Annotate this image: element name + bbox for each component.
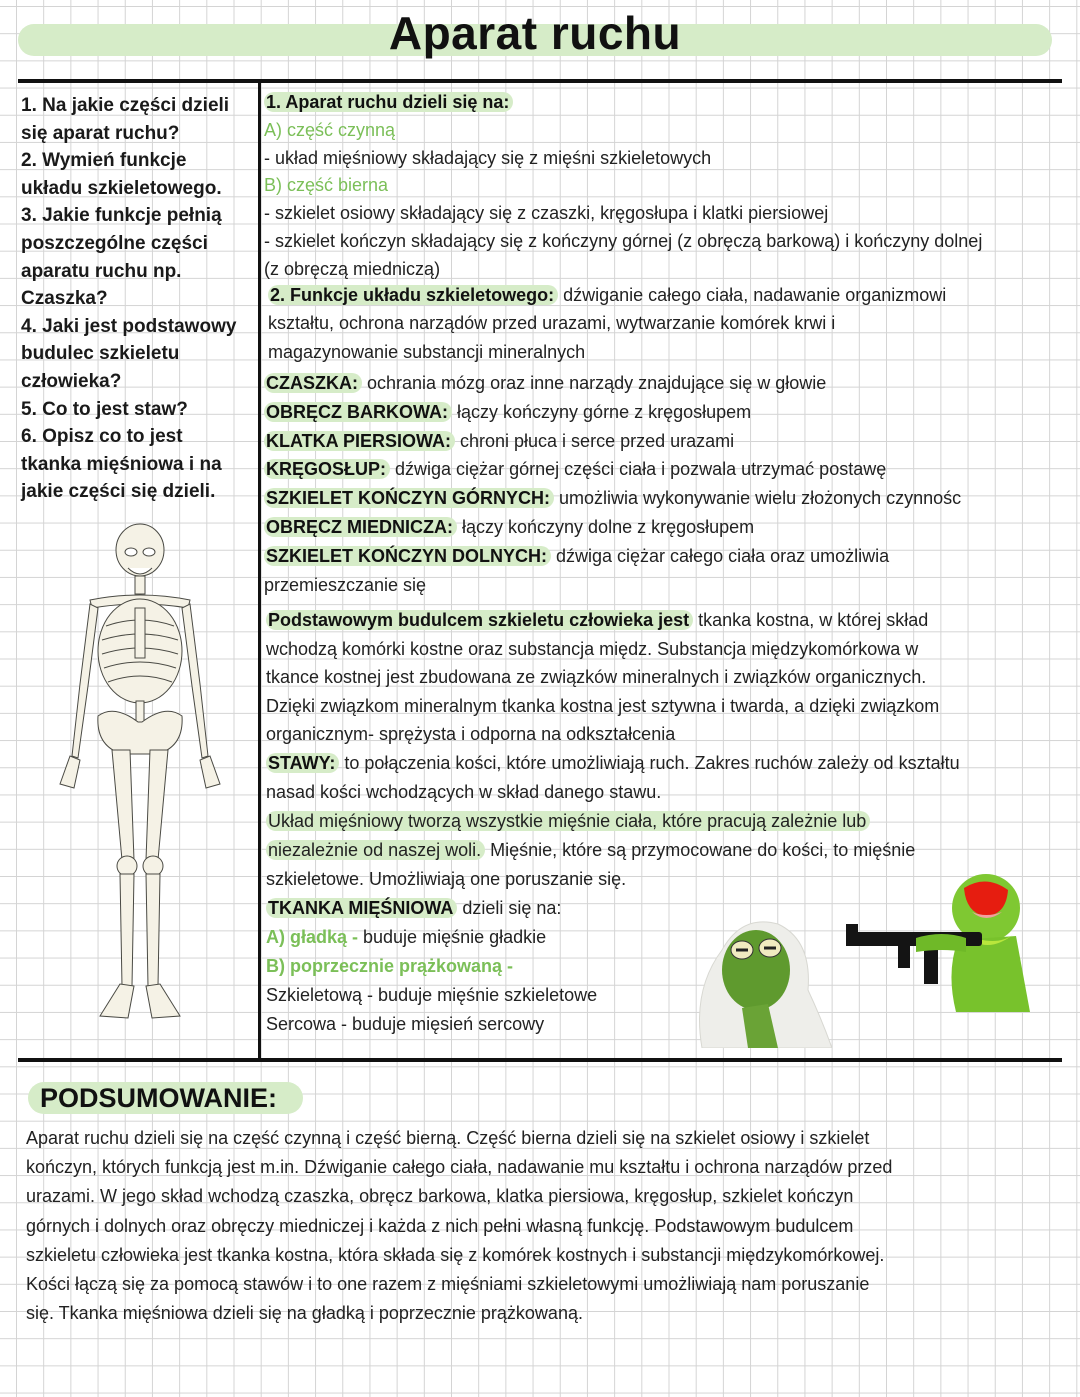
bone-tissue-text: wchodzą komórki kostne oraz substancja międz. Substancja międzykomórkowa w bbox=[266, 638, 919, 659]
functions-text: kształtu, ochrona narządów przed urazami, wytwarzanie komórek krwi i bbox=[268, 313, 836, 334]
section-functions: 2. Funkcje układu szkieletowego: dźwiganie całego ciała, nadawanie organizmowi kształtu, ochrona narządów przed urazami, wytwarzanie komórek krwi i magazynowanie substancji mineralnych bbox=[268, 281, 1078, 366]
summary-line: Kości łączą się za pomocą stawów i to one razem z mięśniami szkieletowymi umożliwiają nam poruszanie bbox=[26, 1274, 870, 1295]
question-line: Czaszka? bbox=[21, 288, 108, 310]
summary-text bbox=[26, 1124, 1056, 1328]
question-line: 3. Jakie funkcje pełnią bbox=[21, 205, 222, 227]
section-heading: 1. Aparat ruchu dzieli się na: bbox=[264, 92, 513, 112]
part-b-label: B) część bierna bbox=[264, 175, 389, 196]
kermit-rifle-image bbox=[846, 872, 1046, 1012]
type-a-label: A) gładką - bbox=[266, 927, 359, 947]
question-line: aparatu ruchu np. bbox=[21, 260, 182, 282]
part-b-description: - szkielet kończyn składający się z kończyny górnej (z obręczą barkową) i kończyny dolnej bbox=[264, 230, 983, 251]
summary-heading: PODSUMOWANIE: bbox=[28, 1082, 303, 1114]
section-joints: STAWY: to połączenia kości, które umożliwiają ruch. Zakres ruchów zależy od kształtu nasad kości wchodzących w skład danego stawu. bbox=[266, 749, 1076, 806]
page-title: Aparat ruchu bbox=[388, 7, 682, 59]
type-b-subtype: Szkieletową - buduje mięśnie szkieletowe bbox=[266, 985, 598, 1005]
bone-tissue-text: tkance kostnej jest zbudowana ze związków mineralnych i związków organicznych. bbox=[266, 667, 927, 688]
part-item: SZKIELET KOŃCZYN DOLNYCH: dźwiga ciężar całego ciała oraz umożliwia bbox=[266, 545, 890, 566]
part-b-description: (z obręczą miedniczą) bbox=[264, 258, 441, 279]
functions-heading: 2. Funkcje układu szkieletowego: bbox=[268, 285, 558, 305]
summary-line: szkieletu człowieka jest tkanka kostna, która składa się z komórek kostnych i substancji międzykomórkowej. bbox=[26, 1244, 885, 1265]
question-line: 6. Opisz co to jest bbox=[21, 426, 183, 448]
summary-line: Aparat ruchu dzieli się na część czynną i część bierną. Część bierna dzieli się na szkielet osiowy i szkielet bbox=[26, 1128, 870, 1148]
questions-list bbox=[21, 92, 257, 506]
muscles-text: szkieletowe. Umożliwiają one poruszanie się. bbox=[266, 869, 627, 889]
summary-line: górnych i dolnych oraz obręczy miedniczej i każda z nich pełni własną funkcję. Podstawowym budulcem bbox=[26, 1215, 854, 1236]
question-line: 5. Co to jest staw? bbox=[21, 398, 188, 420]
top-divider bbox=[18, 79, 1062, 83]
part-item: SZKIELET KOŃCZYN GÓRNYCH: umożliwia wykonywanie wielu złożonych czynnośc bbox=[266, 488, 962, 509]
question-line: 4. Jaki jest podstawowy bbox=[21, 315, 237, 337]
section-muscles: Układ mięśniowy tworzą wszystkie mięśnie ciała, które pracują zależnie lub niezależnie od naszej woli. Mięśnie, które są przymocowane do kości, to mięśnie szkieletowe. Umożliwiają one poruszanie się. TKANKA MIĘŚNIOWA dzieli się na: A) gładką - buduje mięśnie gładkie B) poprzecznie prążkowaną - Szkieletową - buduje mięśnie szkieletowe Sercowa - buduje mięsień sercowy bbox=[266, 807, 1076, 1039]
summary-line: urazami. W jego skład wchodzą czaszka, obręcz barkowa, klatka piersiowa, kręgosłup, szkielet kończyn bbox=[26, 1186, 854, 1207]
question-line: człowieka? bbox=[21, 370, 122, 392]
part-item-continuation: przemieszczanie się bbox=[264, 574, 427, 595]
question-line: 2. Wymień funkcje bbox=[21, 150, 187, 172]
kermit-towel-image bbox=[682, 900, 832, 1048]
tissue-heading: TKANKA MIĘŚNIOWA bbox=[266, 898, 457, 918]
question-line: poszczególne części bbox=[21, 232, 208, 254]
summary-line: się. Tkanka mięśniowa dzieli się na gładką i poprzecznie prążkowaną. bbox=[26, 1303, 583, 1324]
question-line: jakie części się dzieli. bbox=[21, 481, 216, 503]
bone-tissue-text: organicznym- sprężysta i odporna na odkształcenia bbox=[266, 724, 676, 745]
part-item: OBRĘCZ BARKOWA: łączy kończyny górne z kręgosłupem bbox=[266, 401, 752, 422]
question-line: 1. Na jakie części dzieli bbox=[21, 95, 230, 116]
section-bone-tissue: Podstawowym budulcem szkieletu człowieka jest tkanka kostna, w której skład wchodzą komórki kostne oraz substancja międz. Substancja międzykomórkowa w tkance kostnej jest zbudowana ze związków mineralnych i związków organicznych. Dzięki związkom mineralnym tkanka kostna jest sztywna i twarda, a dzięki związkom organicznym- sprężysta i odporna na odkształcenia bbox=[266, 606, 1076, 749]
muscles-highlight: Układ mięśniowy tworzą wszystkie mięśnie ciała, które pracują zależnie lub bbox=[266, 811, 870, 831]
part-item: CZASZKA: ochrania mózg oraz inne narządy znajdujące się w głowie bbox=[266, 373, 827, 393]
part-item: KRĘGOSŁUP: dźwiga ciężar górnej części ciała i pozwala utrzymać postawę bbox=[266, 459, 887, 480]
summary-line: kończyn, których funkcją jest m.in. Dźwiganie całego ciała, nadawanie mu kształtu i ochrona narządów przed bbox=[26, 1157, 893, 1178]
type-b-subtype: Sercowa - buduje mięsień sercowy bbox=[266, 1014, 545, 1034]
joints-text: nasad kości wchodzących w skład danego stawu. bbox=[266, 781, 662, 802]
column-divider bbox=[258, 80, 261, 1060]
bone-tissue-heading: Podstawowym budulcem szkieletu człowieka jest bbox=[266, 610, 693, 630]
part-b-description: - szkielet osiowy składający się z czaszki, kręgosłupa i klatki piersiowej bbox=[264, 203, 829, 224]
skeleton-image bbox=[34, 516, 246, 1022]
bottom-divider bbox=[18, 1058, 1062, 1062]
part-a-description: - układ mięśniowy składający się z mięśni szkieletowych bbox=[264, 147, 712, 168]
part-item: OBRĘCZ MIEDNICZA: łączy kończyny dolne z kręgosłupem bbox=[266, 516, 755, 537]
part-item: KLATKA PIERSIOWA: chroni płuca i serce przed urazami bbox=[266, 430, 735, 451]
section-parts bbox=[264, 89, 1074, 284]
joints-heading: STAWY: bbox=[266, 753, 339, 773]
question-line: układu szkieletowego. bbox=[21, 177, 222, 199]
question-line: się aparat ruchu? bbox=[21, 122, 180, 144]
skeleton-parts-list bbox=[264, 369, 1074, 599]
question-line: tkanka mięśniowa i na bbox=[21, 453, 222, 475]
type-b-label: B) poprzecznie prążkowaną - bbox=[266, 956, 514, 976]
question-line: budulec szkieletu bbox=[21, 343, 180, 365]
part-a-label: A) część czynną bbox=[264, 119, 396, 140]
functions-text: magazynowanie substancji mineralnych bbox=[268, 341, 586, 362]
bone-tissue-text: Dzięki związkom mineralnym tkanka kostna jest sztywna i twarda, a dzięki związkom bbox=[266, 695, 940, 716]
